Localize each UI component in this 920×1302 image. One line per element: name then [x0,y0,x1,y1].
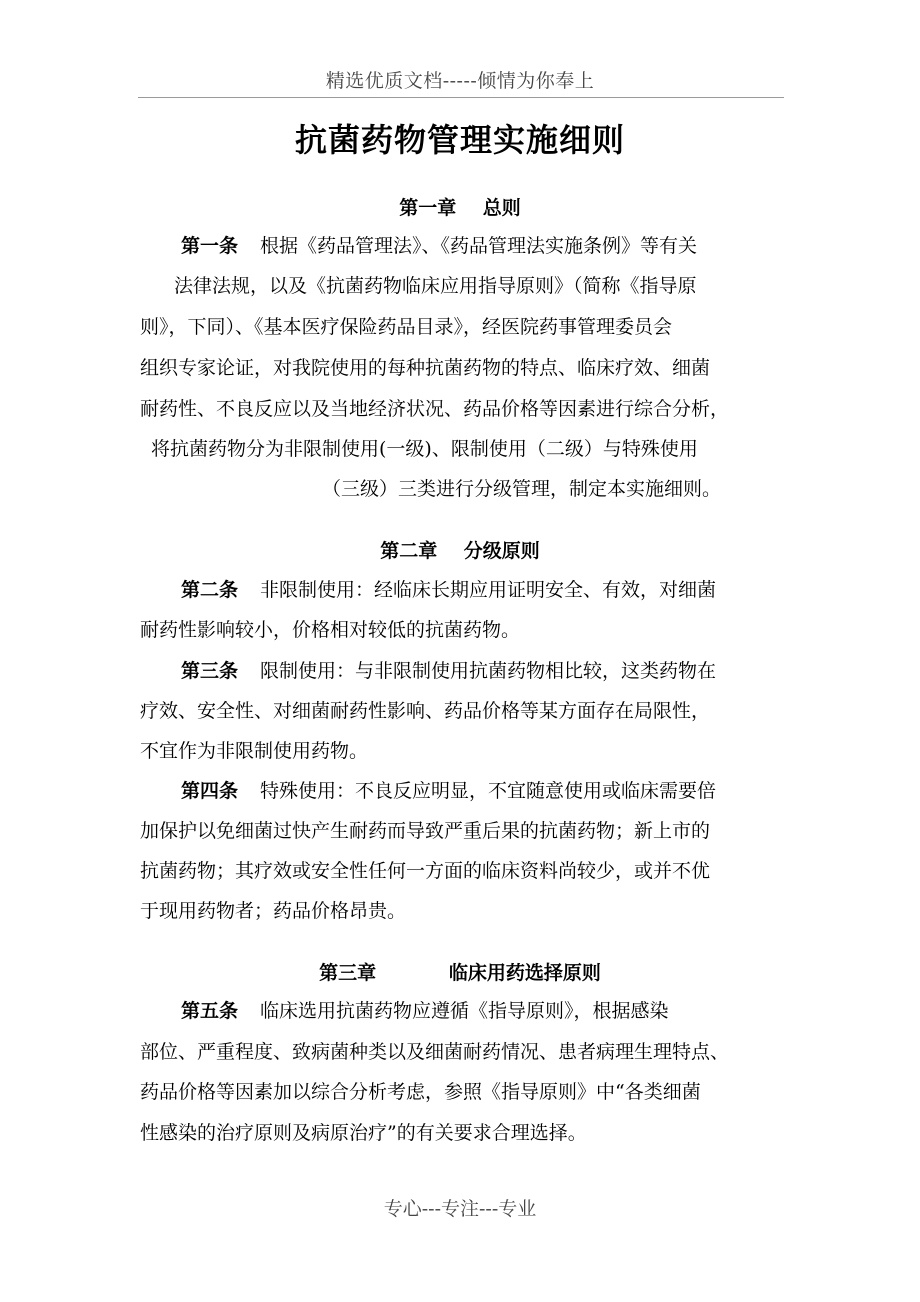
article-label-1: 第一条 [181,235,239,257]
article-line: 抗菌药物；其疗效或安全性任何一方面的临床资料尚较少，或并不优 [140,860,711,882]
chapter-heading-1: 第一章 总则 [399,197,521,219]
article-line: 第三条 限制使用：与非限制使用抗菌药物相比较，这类药物在 [181,660,717,682]
article-line: 法律法规，以及《抗菌药物临床应用指导原则》（简称《指导原 [174,275,697,297]
article-line: （三级）三类进行分级管理，制定本实施细则。 [322,478,722,500]
article-label-2: 第二条 [181,579,239,601]
article-line: 第五条 临床选用抗菌药物应遵循《指导原则》，根据感染 [181,1000,669,1022]
article-line: 将抗菌药物分为非限制使用(一级)、限制使用（二级）与特殊使用 [151,438,698,460]
page-header: 精选优质文档-----倾情为你奉上 [325,70,595,92]
article-line: 不宜作为非限制使用药物。 [140,740,369,762]
chapter-heading-3: 第三章 临床用药选择原则 [319,962,601,984]
article-label-4: 第四条 [181,780,239,802]
article-line: 部位、严重程度、致病菌种类以及细菌耐药情况、患者病理生理特点、 [140,1041,730,1063]
article-label-5: 第五条 [181,1000,239,1022]
header-divider [138,97,784,98]
page-footer: 专心---专注---专业 [383,1198,537,1220]
article-line: 第一条 根据《药品管理法》、《药品管理法实施条例》等有关 [181,235,698,257]
article-line: 耐药性影响较小，价格相对较低的抗菌药物。 [140,619,521,641]
article-line: 疗效、安全性、对细菌耐药性影响、药品价格等某方面存在局限性， [140,700,711,722]
article-line: 组织专家论证，对我院使用的每种抗菌药物的特点、临床疗效、细菌 [140,357,711,379]
chapter-heading-2: 第二章 分级原则 [380,540,540,562]
document-title: 抗菌药物管理实施细则 [294,121,625,159]
article-line: 耐药性、不良反应以及当地经济状况、药品价格等因素进行综合分析， [140,398,730,420]
article-line: 加保护以免细菌过快产生耐药而导致严重后果的抗菌药物；新上市的 [140,820,711,842]
article-line: 药品价格等因素加以综合分析考虑，参照《指导原则》中“各类细菌 [140,1081,701,1103]
article-line: 第二条 非限制使用：经临床长期应用证明安全、有效，对细菌 [181,579,717,601]
article-line: 第四条 特殊使用：不良反应明显，不宜随意使用或临床需要倍 [181,780,717,802]
article-line: 于现用药物者；药品价格昂贵。 [140,900,407,922]
article-line: 性感染的治疗原则及病原治疗”的有关要求合理选择。 [140,1122,587,1144]
article-line: 则》，下同）、《基本医疗保险药品目录》，经医院药事管理委员会 [140,316,673,338]
article-label-3: 第三条 [181,660,239,682]
